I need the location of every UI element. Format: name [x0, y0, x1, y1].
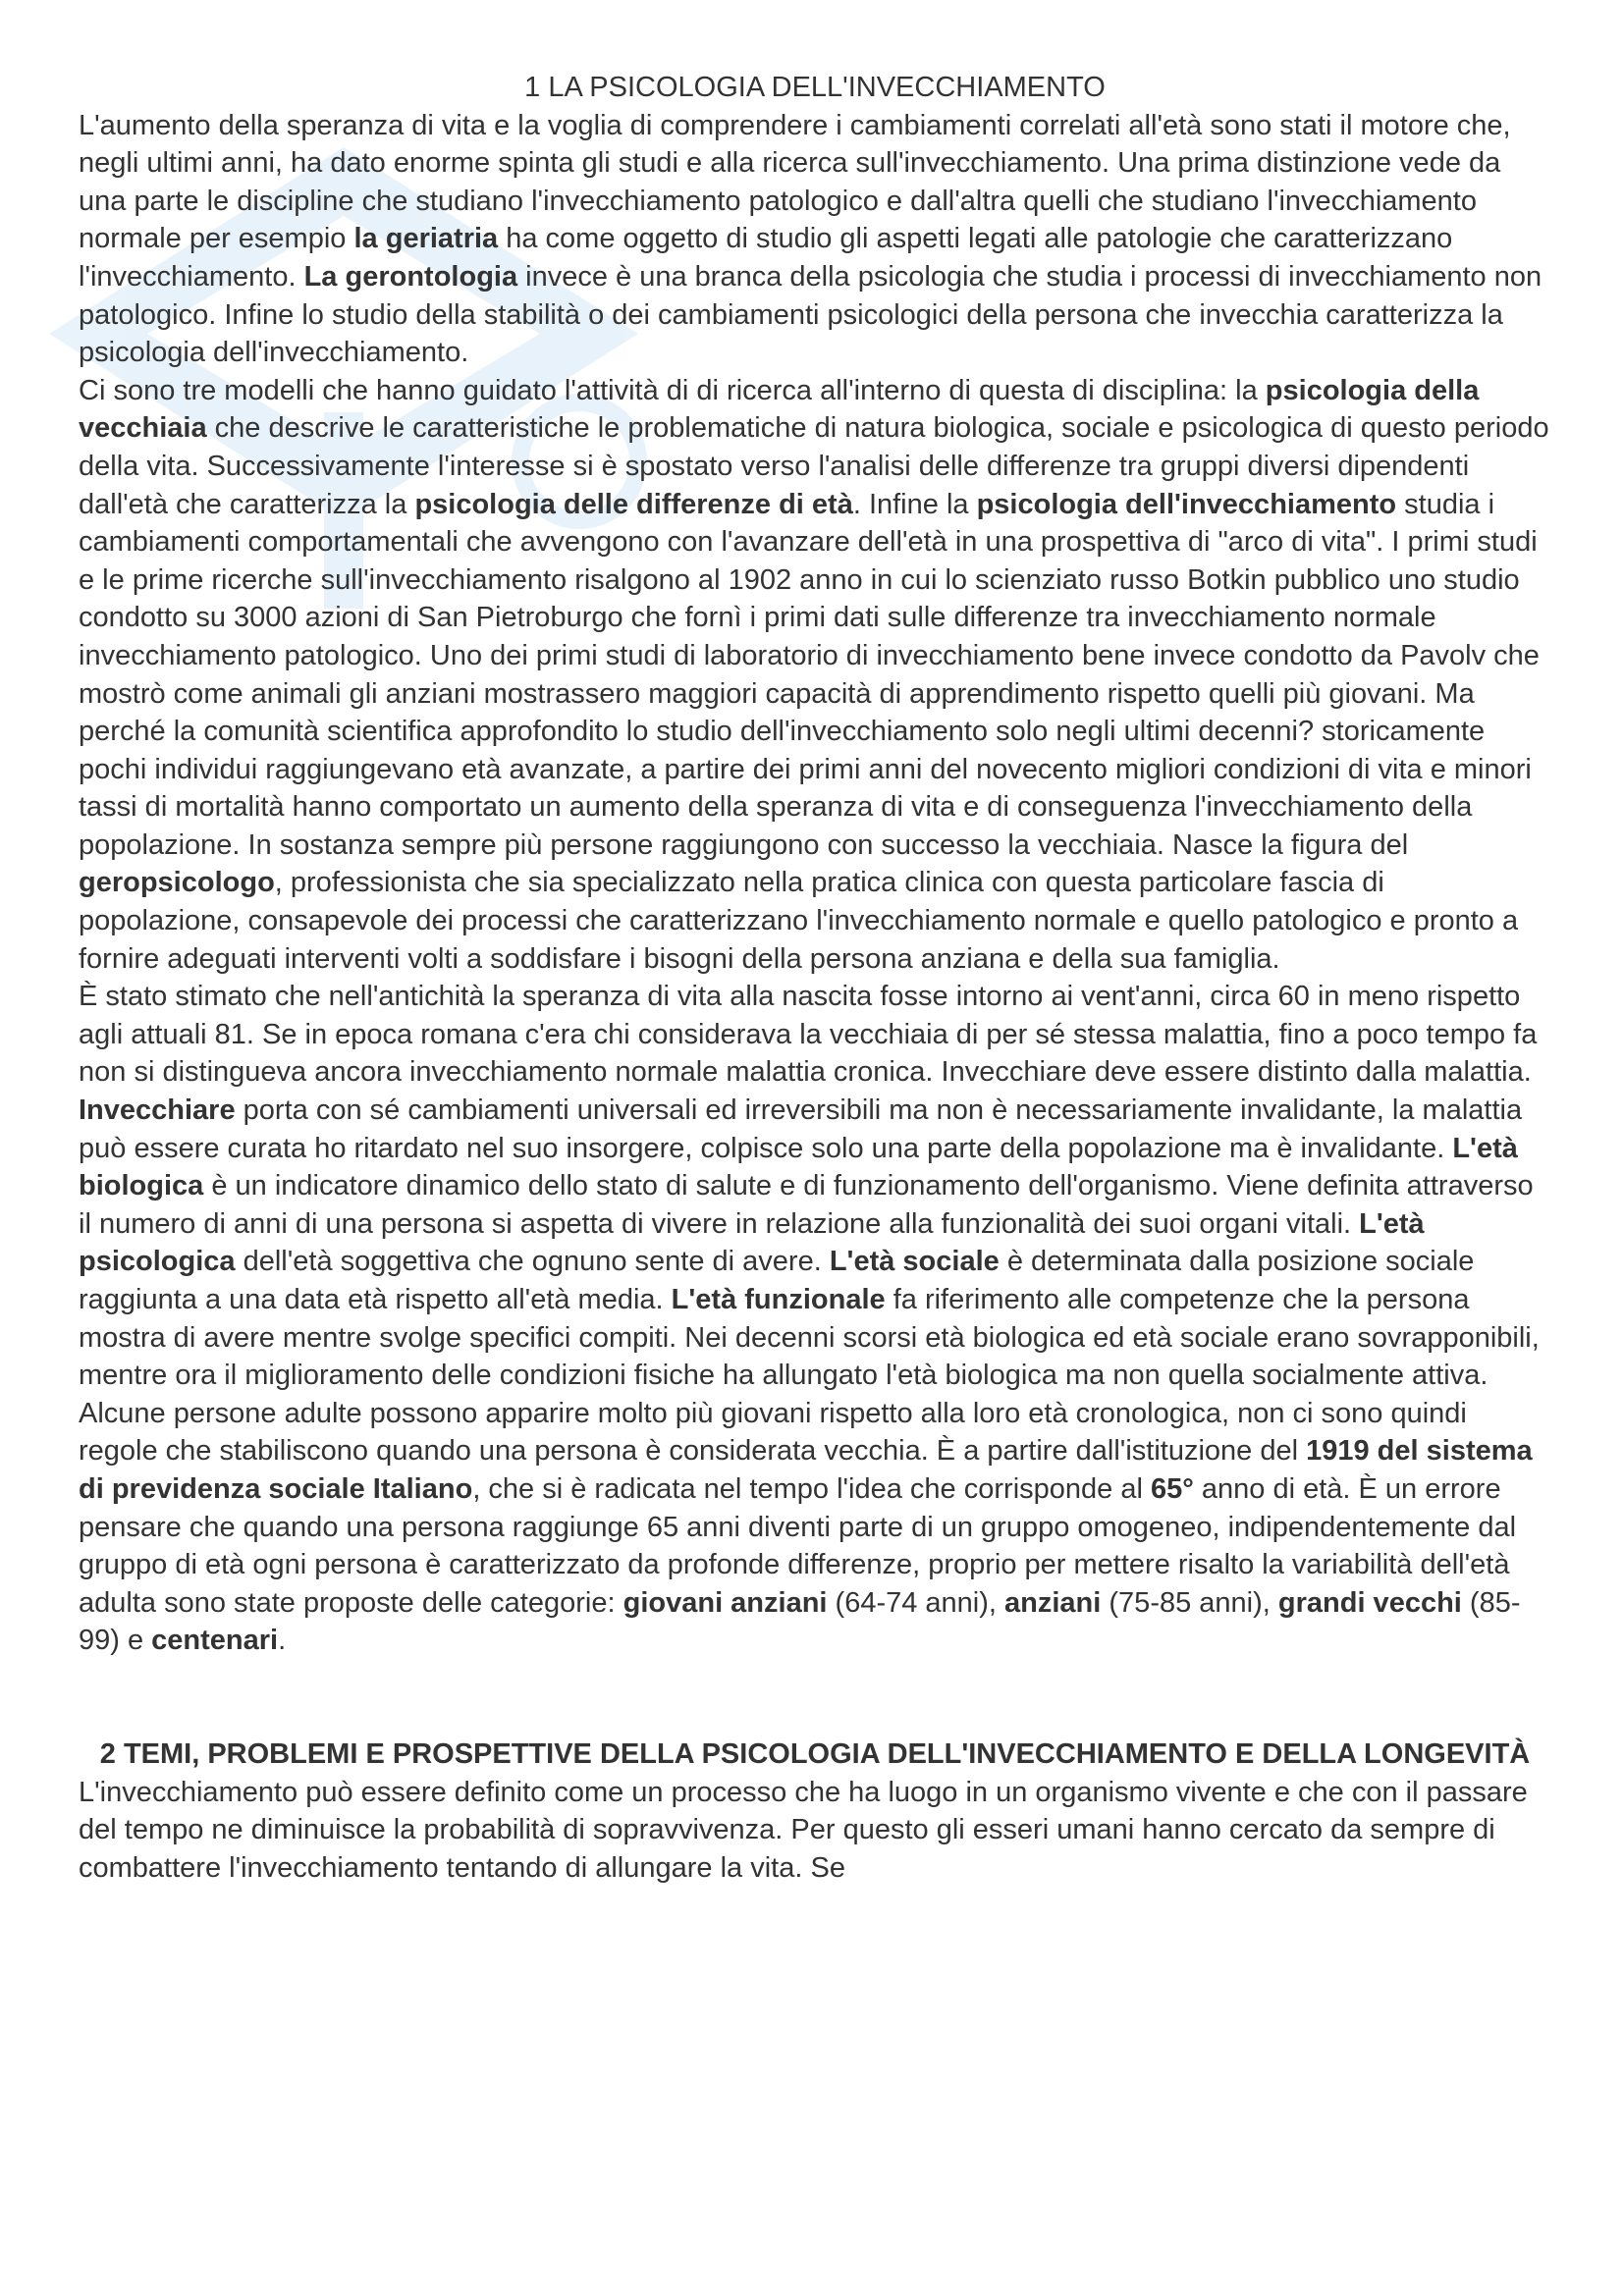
section-1-title: 1 LA PSICOLOGIA DELL'INVECCHIAMENTO	[524, 72, 1106, 103]
section-1-paragraph-2: Ci sono tre modelli che hanno guidato l'attività di di ricerca all'interno di questa di disciplina: la psicologia della vecchiaia che descrive le caratteristiche le problematiche di natura biologica, sociale e psicologica di questo periodo della vita. Successivamente l'interesse si è spostato verso l'analisi delle differenze tra gruppi diversi dipendenti dall'età che caratterizza la psicologia delle differenze di età. Infine la psicologia dell'invecchiamento studia i cambiamenti comportamentali che avvengono con l'avanzare dell'età in una prospettiva di "arco di vita". I primi studi e le prime ricerche sull'invecchiamento risalgono al 1902 anno in cui lo scienziato russo Botkin pubblico uno studio condotto su 3000 azioni di San Pietroburgo che fornì i primi dati sulle differenze tra invecchiamento normale invecchiamento patologico. Uno dei primi studi di laboratorio di invecchiamento bene invece condotto da Pavolv che mostrò come animali gli anziani mostrassero maggiori capacità di apprendimento rispetto quelli più giovani. Ma perché la comunità scientifica approfondito lo studio dell'invecchiamento solo negli ultimi decenni? storicamente pochi individui raggiungevano età avanzate, a partire dei primi anni del novecento migliori condizioni di vita e minori tassi di mortalità hanno comportato un aumento della speranza di vita e di conseguenza l'invecchiamento della popolazione. In sostanza sempre più persone raggiungono con successo la vecchiaia. Nasce la figura del geropsicologo, professionista che sia specializzato nella pratica clinica con questa particolare fascia di popolazione, consapevole dei processi che caratterizzano l'invecchiamento normale e quello patologico e pronto a fornire adeguati interventi volti a soddisfare i bisogni della persona anziana e della sua famiglia.	[79, 374, 1549, 975]
term-geriatria: la geriatria	[353, 223, 499, 255]
section-2-paragraph-1: L'invecchiamento può essere definito come un processo che ha luogo in un organismo vivente e che con il passare del tempo ne diminuisce la probabilità di sopravvivenza. Per questo gli esseri umani hanno cercato da sempre di combattere l'invecchiamento tentando di allungare la vita. Se	[79, 1776, 1528, 1884]
section-1-paragraph-3: È stato stimato che nell'antichità la speranza di vita alla nascita fosse intorno ai vent'anni, circa 60 in meno rispetto agli attuali 81. Se in epoca romana c'era chi considerava la vecchiaia di per sé stessa malattia, fino a poco tempo fa non si distingueva ancora invecchiamento normale malattia cronica. Invecchiare deve essere distinto dalla malattia. Invecchiare porta con sé cambiamenti universali ed irreversibili ma non è necessariamente invalidante, la malattia può essere curata ho ritardato nel suo insorgere, colpisce solo una parte della popolazione ma è invalidante. L'età biologica è un indicatore dinamico dello stato di salute e di funzionamento dell'organismo. Viene definita attraverso il numero di anni di una persona si aspetta di vivere in relazione alla funzionalità dei suoi organi vitali. L'età psicologica dell'età soggettiva che ognuno sente di avere. L'età sociale è determinata dalla posizione sociale raggiunta a una data età rispetto all'età media. L'età funzionale fa riferimento alle competenze che la persona mostra di avere mentre svolge specifici compiti. Nei decenni scorsi età biologica ed età sociale erano sovrapponibili, mentre ora il miglioramento delle condizioni fisiche ha allungato l'età biologica ma non quella socialmente attiva.	[79, 981, 1540, 1392]
term-psicologia-differenze-eta: psicologia delle differenze di età	[414, 488, 853, 520]
term-psicologia-invecchiamento: psicologia dell'invecchiamento	[976, 488, 1397, 520]
term-eta-sociale: L'età sociale	[829, 1246, 1000, 1278]
term-invecchiare: Invecchiare	[79, 1095, 236, 1127]
section-1-paragraph-1: L'aumento della speranza di vita e la voglia di comprendere i cambiamenti correlati all'età sono stati il motore che, negli ultimi anni, ha dato enorme spinta gli studi e alla ricerca sull'invecchiamento. Una prima distinzione vede da una parte le discipline che studiano l'invecchiamento patologico e dall'altra quelli che studiano l'invecchiamento normale per esempio la geriatria ha come oggetto di studio gli aspetti legati alle patologie che caratterizzano l'invecchiamento. La gerontologia invece è una branca della psicologia che studia i processi di invecchiamento non patologico. Infine lo studio della stabilità o dei cambiamenti psicologici della persona che invecchia caratterizza la psicologia dell'invecchiamento.	[79, 109, 1542, 369]
term-centenari: centenari	[151, 1625, 279, 1657]
section-spacer	[79, 1660, 1551, 1735]
term-eta-funzionale: L'età funzionale	[671, 1284, 886, 1315]
term-gerontologia: La gerontologia	[303, 260, 518, 293]
term-previdenza-1919: 1919 del sistema di previdenza sociale Italiano	[79, 1435, 1533, 1505]
document-page	[79, 69, 1551, 1887]
term-geropsicologo: geropsicologo	[79, 867, 275, 899]
term-grandi-vecchi: grandi vecchi	[1277, 1586, 1462, 1619]
term-anziani: anziani	[1004, 1586, 1102, 1619]
term-eta-biologica: L'età biologica	[79, 1132, 1518, 1202]
section-1-paragraph-4: Alcune persone adulte possono apparire molto più giovani rispetto alla loro età cronologica, non ci sono quindi regole che stabiliscono quando una persona è considerata vecchia. È a partire dall'istituzione del 1919 del sistema di previdenza sociale Italiano, che si è radicata nel tempo l'idea che corrisponde al 65° anno di età. È un errore pensare che quando una persona raggiunge 65 anni diventi parte di un gruppo omogeneo, indipendentemente dal gruppo di età ogni persona è caratterizzato da profonde differenze, proprio per mettere risalto la variabilità dell'età adulta sono state proposte delle categorie: giovani anziani (64-74 anni), anziani (75-85 anni), grandi vecchi (85-99) e centenari.	[79, 1397, 1533, 1657]
term-eta-psicologica: L'età psicologica	[79, 1207, 1425, 1278]
term-65-anno: 65°	[1150, 1472, 1194, 1505]
term-psicologia-vecchiaia: psicologia della vecchiaia	[79, 374, 1480, 445]
section-2-title: 2 TEMI, PROBLEMI E PROSPETTIVE DELLA PSICOLOGIA DELL'INVECCHIAMENTO E DELLA LONGEVITÀ	[99, 1737, 1531, 1770]
term-giovani-anziani: giovani anziani	[622, 1586, 828, 1619]
